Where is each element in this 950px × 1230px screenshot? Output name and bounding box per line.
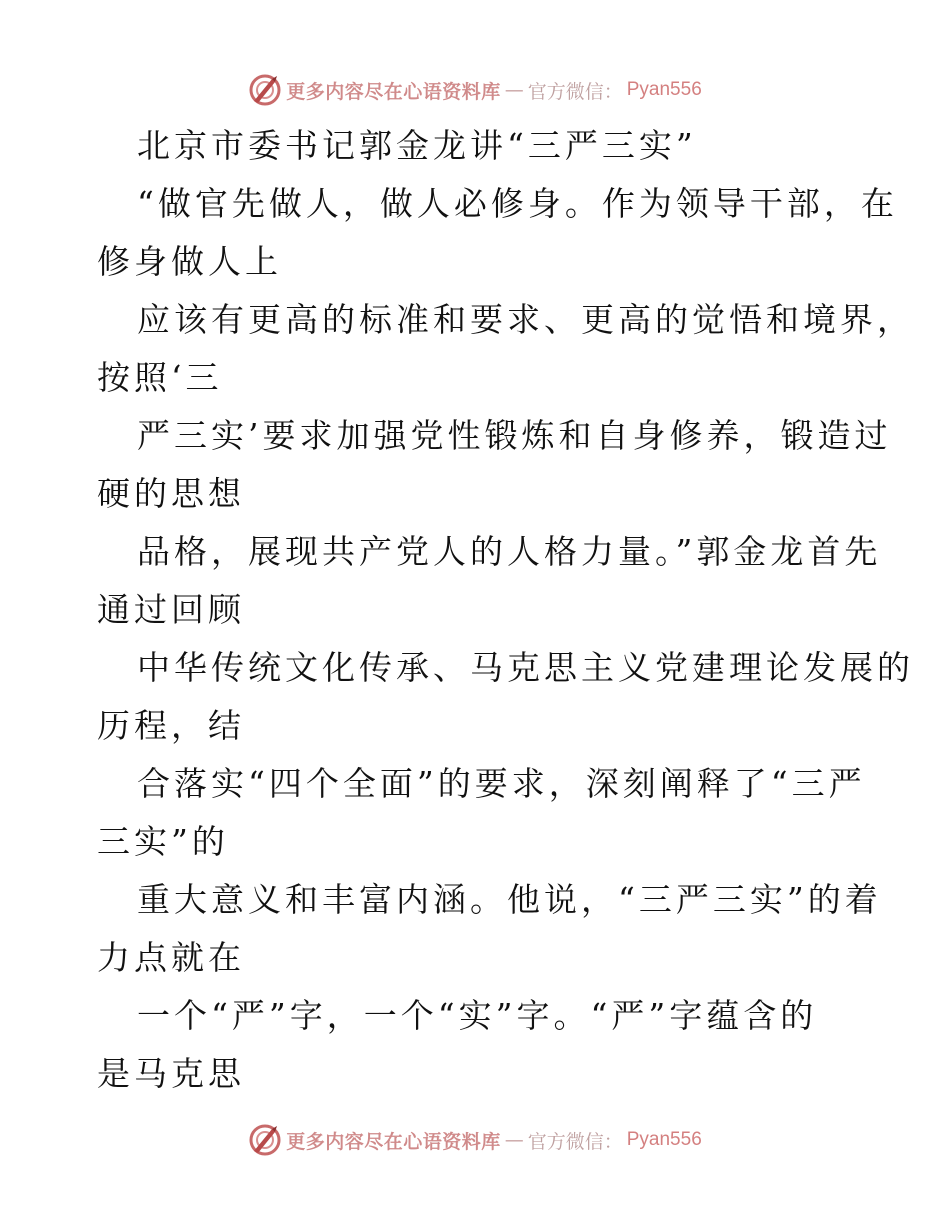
watermark-text: 更多内容尽在心语资料库 [286, 1130, 501, 1153]
document-title: 北京市委书记郭金龙讲“三严三实” [137, 126, 697, 165]
paragraph-line: 修身做人上 [97, 242, 282, 281]
watermark-wechat-label: 官方微信： [527, 1130, 623, 1153]
watermark-dash: — [504, 79, 524, 101]
paragraph-line: 重大意义和丰富内涵。他说，“三严三实”的着 [137, 880, 882, 919]
paragraph-line: 应该有更高的标准和要求、更高的觉悟和境界， [137, 300, 914, 339]
paragraph-line: “做官先做人，做人必修身。作为领导干部，在 [137, 184, 898, 223]
quill-logo-icon [248, 1123, 282, 1157]
watermark-dash: — [504, 1129, 524, 1151]
paragraph-line: 硬的思想 [97, 474, 245, 513]
watermark-header [0, 70, 950, 110]
paragraph-line: 通过回顾 [97, 590, 245, 629]
paragraph-line: 合落实“四个全面”的要求，深刻阐释了“三严 [137, 764, 866, 803]
paragraph-line: 品格，展现共产党人的人格力量。”郭金龙首先 [137, 532, 882, 571]
watermark-wechat-label: 官方微信： [527, 80, 623, 103]
watermark-wechat-id: Pyan556 [626, 1129, 702, 1150]
paragraph-line: 中华传统文化传承、马克思主义党建理论发展的 [137, 648, 914, 687]
paragraph-line: 力点就在 [97, 938, 245, 977]
paragraph-line: 一个“严”字，一个“实”字。“严”字蕴含的 [137, 996, 818, 1035]
paragraph-line: 是马克思 [97, 1054, 245, 1093]
paragraph-line: 三实”的 [97, 822, 229, 861]
paragraph-line: 严三实’要求加强党性锻炼和自身修养，锻造过 [137, 416, 892, 455]
paragraph-line: 历程，结 [97, 706, 245, 745]
paragraph-line: 按照‘三 [97, 358, 223, 397]
quill-logo-icon [248, 73, 282, 107]
watermark-footer [0, 1120, 950, 1160]
watermark-wechat-id: Pyan556 [626, 79, 702, 100]
document-body [97, 117, 914, 1103]
watermark-text: 更多内容尽在心语资料库 [286, 80, 501, 103]
